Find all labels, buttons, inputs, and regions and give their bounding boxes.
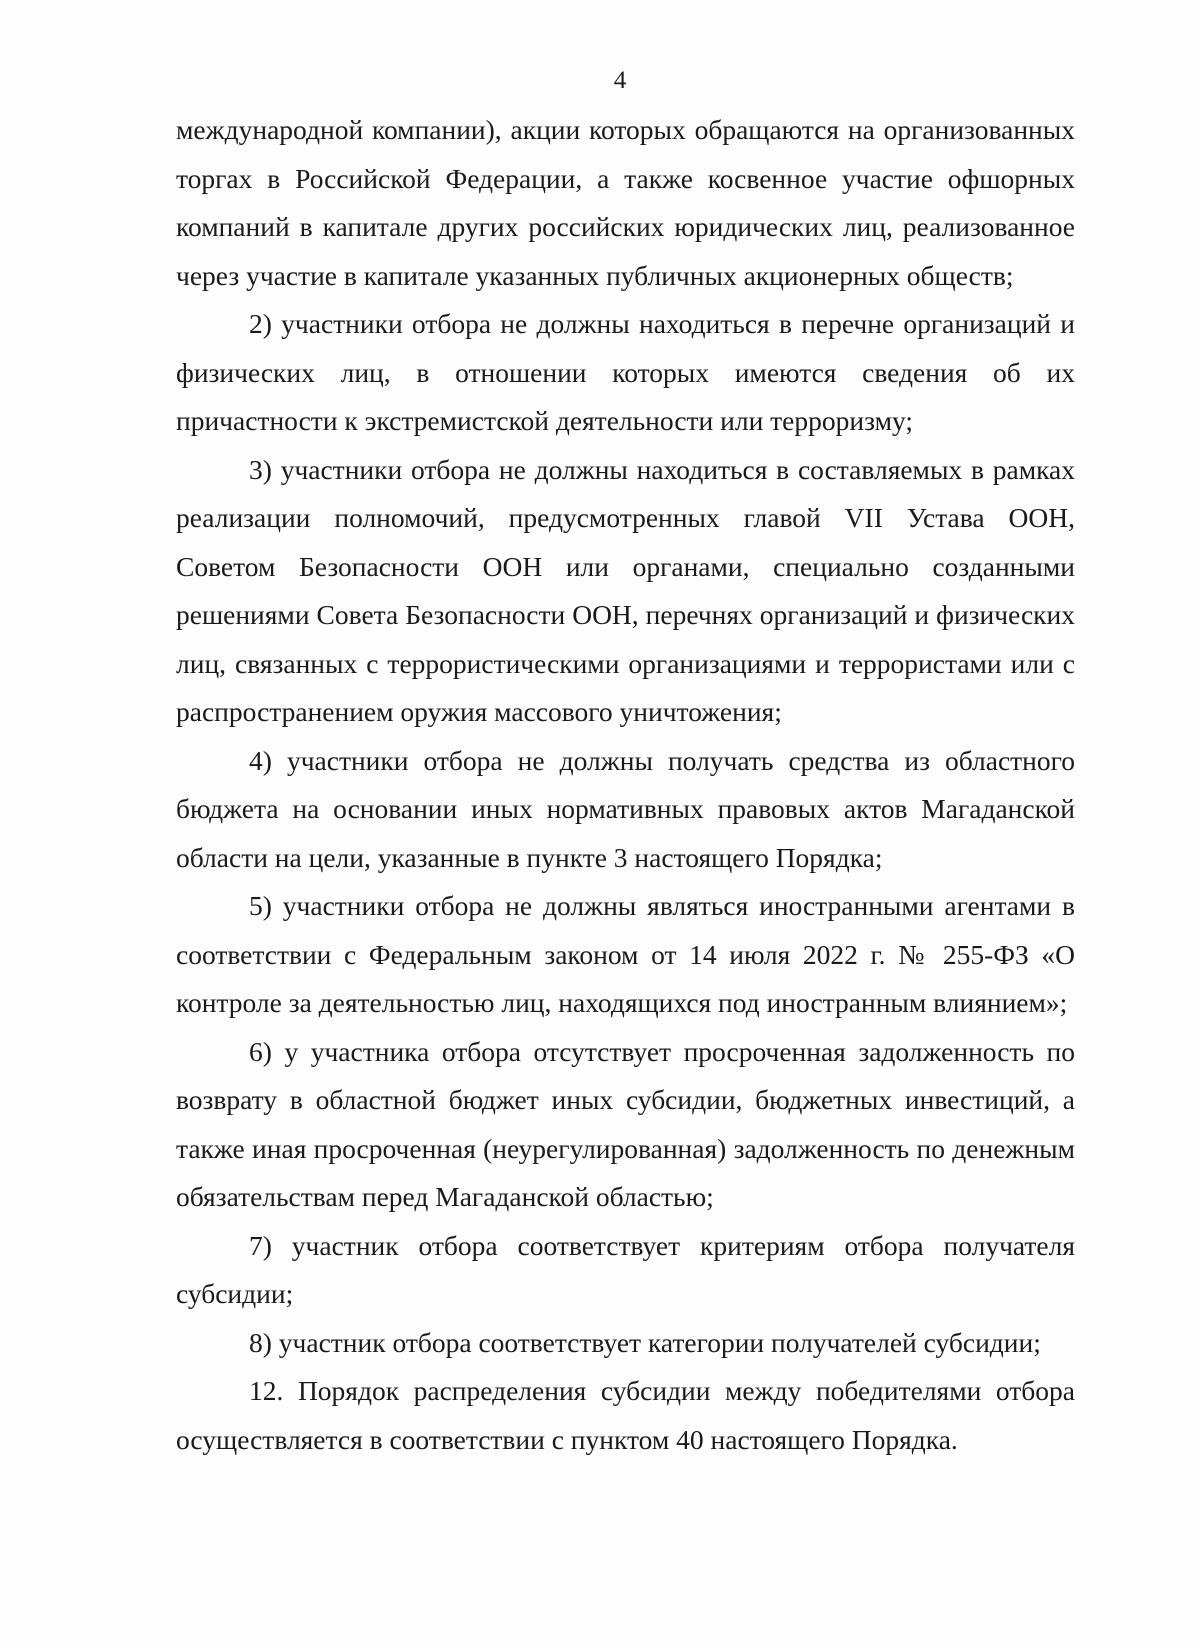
paragraph-item-2: 2) участники отбора не должны находиться в перечне организаций и физических лиц, в отношении которых имеются сведения об их причастности к экстремистской деятельности или терроризму; <box>176 308 1075 436</box>
paragraph-item-7: 7) участник отбора соответствует критериям отбора получателя субсидии; <box>176 1229 1075 1309</box>
paragraph-item-6: 6) у участника отбора отсутствует просроченная задолженность по возврату в областной бюджет иных субсидии, бюджетных инвестиций, а также иная просроченная (неурегулированная) задолженность по денежным обязательствам перед Магаданской областью; <box>176 1035 1075 1212</box>
page-number: 4 <box>613 67 627 94</box>
paragraph-clause-12: 12. Порядок распределения субсидии между победителями отбора осуществляется в соответствии с пунктом 40 настоящего Порядка. <box>176 1375 1075 1455</box>
paragraph-continuation: международной компании), акции которых обращаются на организованных торгах в Российской Федерации, а также косвенное участие офшорных компаний в капитале других российских юридических лиц, реализованное через участие в капитале указанных публичных акционерных обществ; <box>176 114 1075 291</box>
paragraph-item-4: 4) участники отбора не должны получать средства из областного бюджета на основании иных нормативных правовых актов Магаданской области на цели, указанные в пункте 3 настоящего Порядка; <box>176 744 1075 873</box>
paragraph-item-5: 5) участники отбора не должны являться иностранными агентами в соответствии с Федеральным законом от 14 июля 2022 г. № 255-ФЗ «О контроле за деятельностью лиц, находящихся под иностранным влиянием»; <box>176 890 1075 1018</box>
paragraph-item-8: 8) участник отбора соответствует категории получателей субсидии; <box>249 1326 1041 1358</box>
document-body <box>176 106 1075 1464</box>
paragraph-item-3: 3) участники отбора не должны находиться в составляемых в рамках реализации полномочий, предусмотренных главой VII Устава ООН, Советом Безопасности ООН или органами, специально созданными решениями Совета Безопасности ООН, перечнях организаций и физических лиц, связанных с террористическими организациями и террористами или с распространением оружия массового уничтожения; <box>176 453 1075 727</box>
